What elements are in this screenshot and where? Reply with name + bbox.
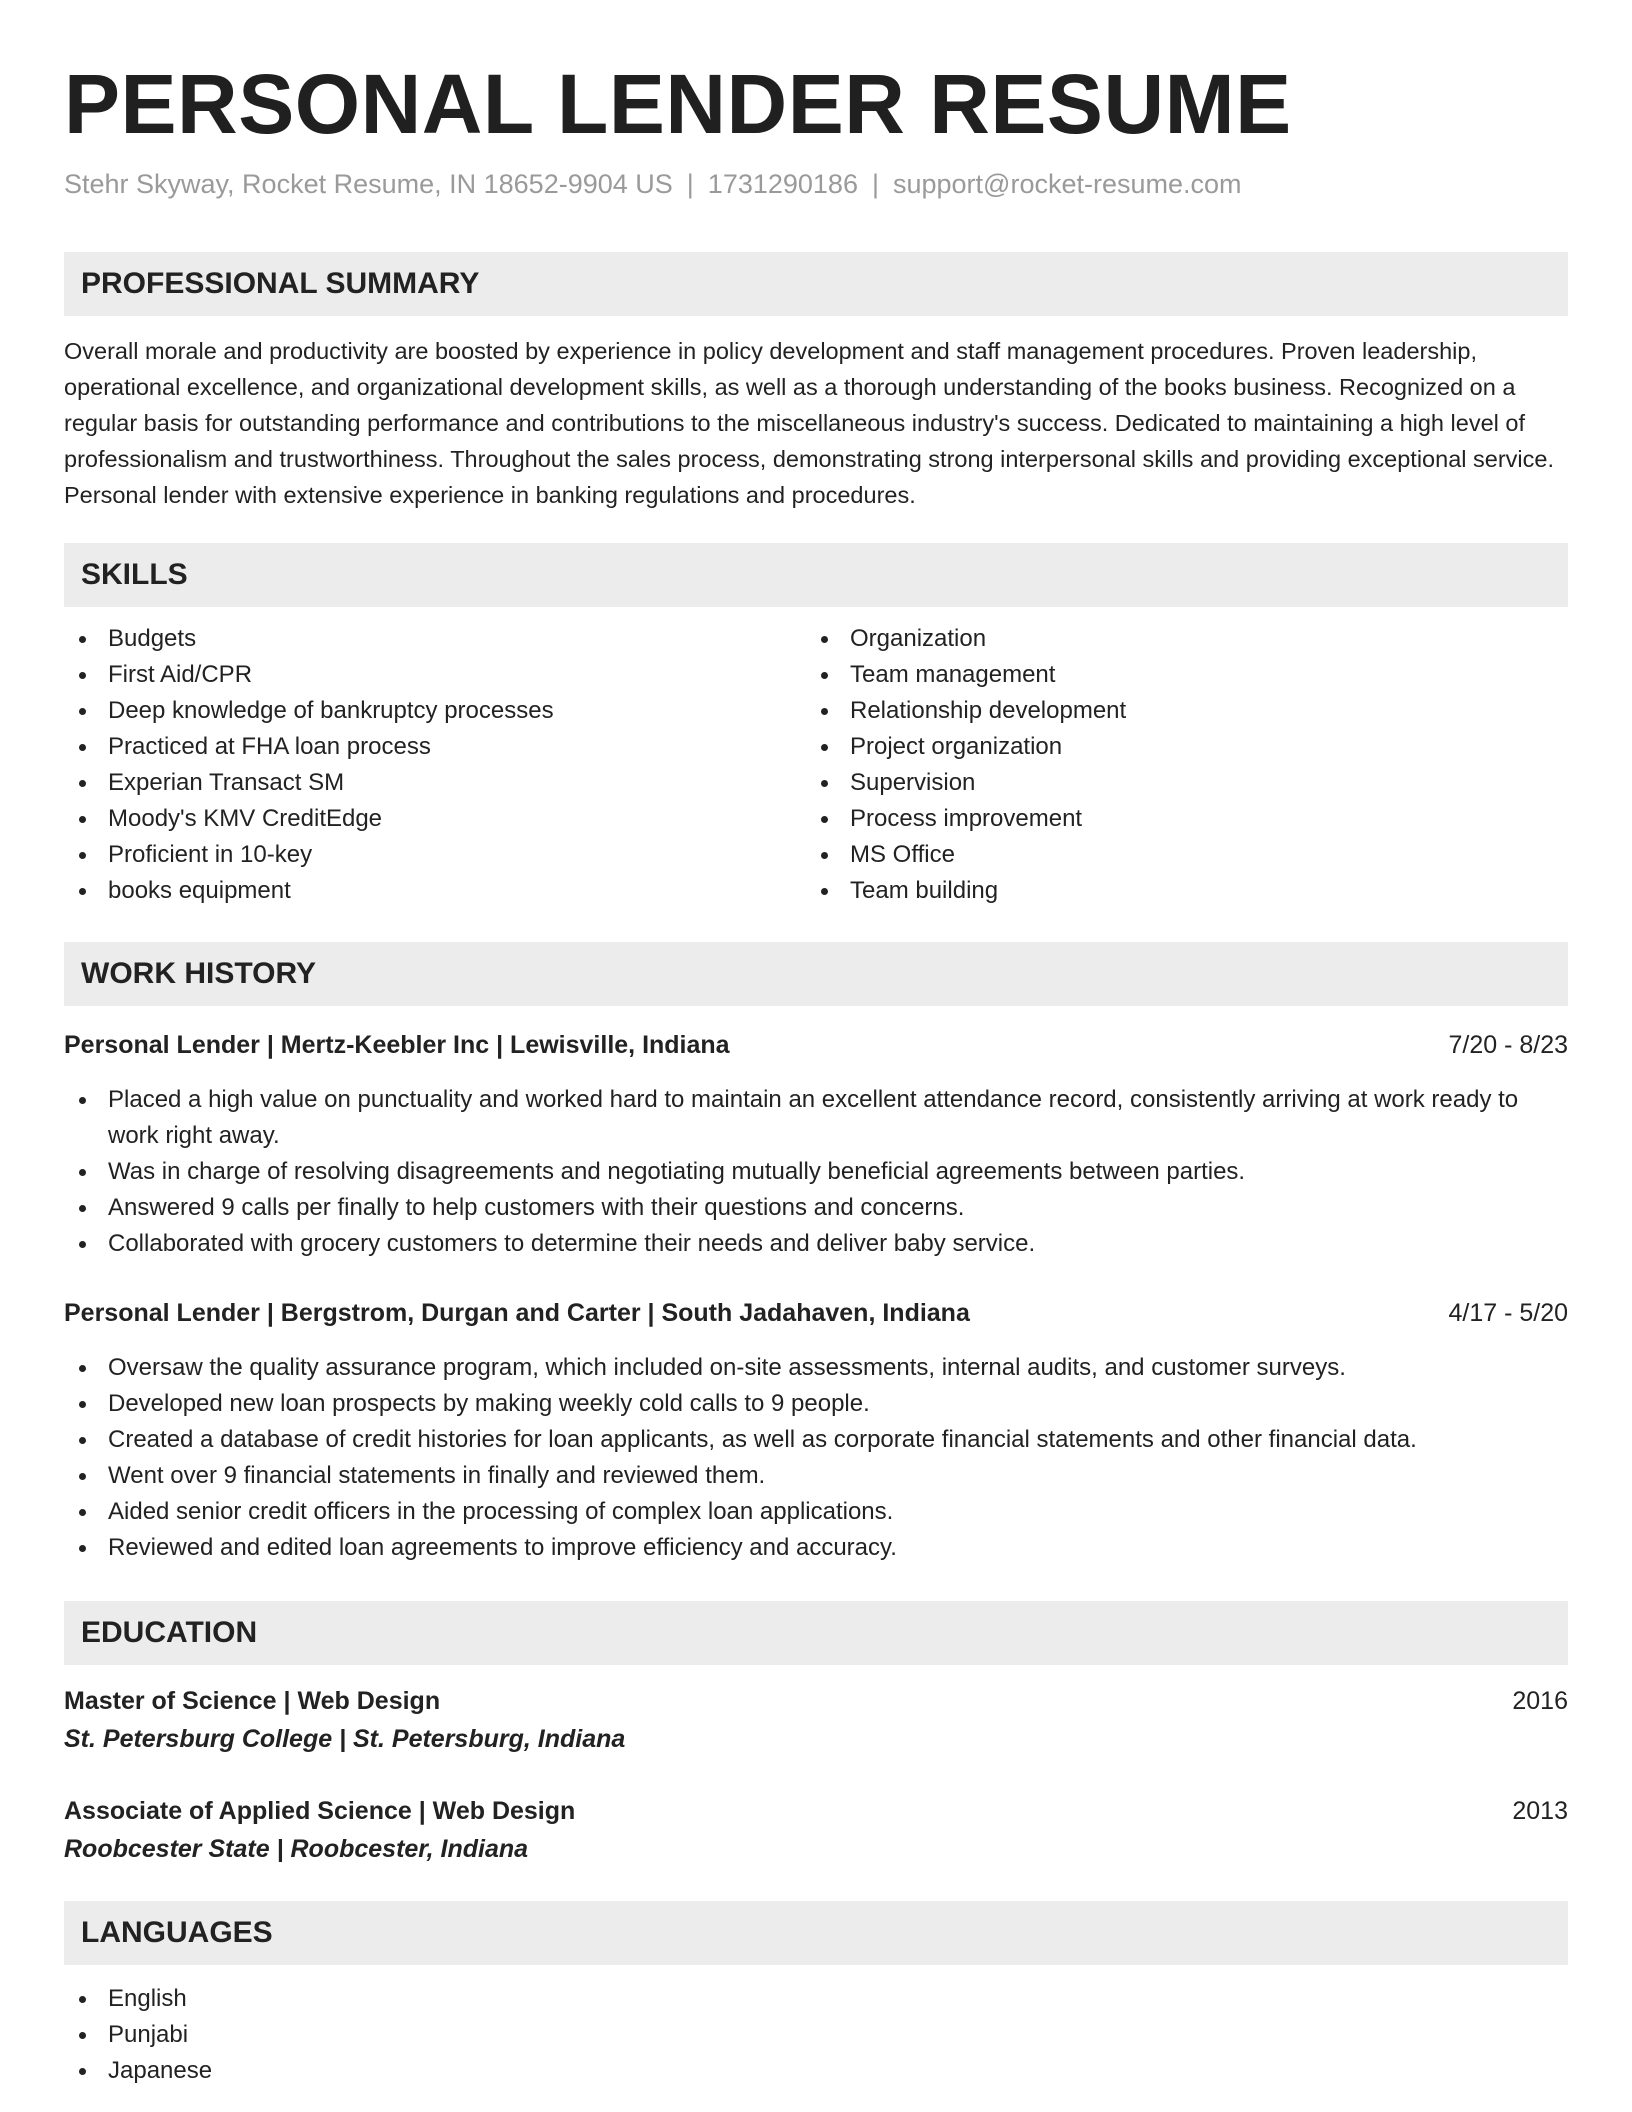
contact-address: Stehr Skyway, Rocket Resume, IN 18652-9904 US — [64, 169, 673, 199]
skill-item: Project organization — [806, 729, 1546, 765]
job-bullet: Developed new loan prospects by making weekly cold calls to 9 people. — [64, 1386, 1568, 1422]
language-item: Punjabi — [64, 2017, 784, 2053]
skill-item: MS Office — [806, 837, 1546, 873]
education-heading — [64, 1683, 1568, 1719]
job-bullet: Oversaw the quality assurance program, which included on-site assessments, internal audits, and customer surveys. — [64, 1350, 1568, 1386]
section-header-work: WORK HISTORY — [64, 942, 1568, 1006]
job-bullet: Reviewed and edited loan agreements to improve efficiency and accuracy. — [64, 1530, 1568, 1566]
job-bullet: Created a database of credit histories for loan applicants, as well as corporate financial statements and other financial data. — [64, 1422, 1568, 1458]
job-heading — [64, 1027, 1568, 1063]
job-title: Personal Lender | Bergstrom, Durgan and Carter | South Jadahaven, Indiana — [64, 1299, 970, 1327]
job-bullet: Aided senior credit officers in the processing of complex loan applications. — [64, 1494, 1568, 1530]
skill-item: Organization — [806, 621, 1546, 657]
skill-item: books equipment — [64, 873, 784, 909]
job-dates: 7/20 - 8/23 — [1448, 1031, 1568, 1059]
skill-item: Relationship development — [806, 693, 1546, 729]
job-dates: 4/17 - 5/20 — [1448, 1299, 1568, 1327]
contact-separator: | — [871, 169, 879, 199]
summary-text: Overall morale and productivity are boosted by experience in policy development and staff management procedures. Proven leadership, operational excellence, and organizational development skills, as well as a thorough understanding of the books business. Recognized on a regular basis for outstanding performance and contributions to the miscellaneous industry's success. Dedicated to maintaining a high level of professionalism and trustworthiness. Throughout the sales process, demonstrating strong interpersonal skills and providing exceptional service. Personal lender with extensive experience in banking regulations and procedures. — [64, 338, 1554, 508]
skill-item: Supervision — [806, 765, 1546, 801]
education-degree: Associate of Applied Science | Web Design — [64, 1797, 576, 1825]
language-item: Japanese — [64, 2053, 784, 2089]
job-bullets — [64, 1082, 1568, 1262]
skill-item: Deep knowledge of bankruptcy processes — [64, 693, 784, 729]
contact-email: support@rocket-resume.com — [892, 169, 1242, 199]
job-bullet: Answered 9 calls per finally to help customers with their questions and concerns. — [64, 1190, 1568, 1226]
skill-item: Process improvement — [806, 801, 1546, 837]
education-school: Roobcester State | Roobcester, Indiana — [64, 1835, 529, 1863]
language-item: English — [64, 1981, 784, 2017]
education-year: 2016 — [1512, 1687, 1568, 1715]
skills-list-left — [64, 621, 784, 909]
job-bullet: Placed a high value on punctuality and worked hard to maintain an excellent attendance record, consistently arriving at work ready to work right away. — [64, 1082, 1568, 1154]
section-header-languages: LANGUAGES — [64, 1901, 1568, 1965]
job-bullet: Was in charge of resolving disagreements and negotiating mutually beneficial agreements between parties. — [64, 1154, 1568, 1190]
skill-item: Budgets — [64, 621, 784, 657]
skill-item: Team management — [806, 657, 1546, 693]
education-school: St. Petersburg College | St. Petersburg, Indiana — [64, 1725, 626, 1753]
skill-item: Team building — [806, 873, 1546, 909]
contact-phone: 1731290186 — [707, 169, 858, 199]
skill-item: Practiced at FHA loan process — [64, 729, 784, 765]
job-bullet: Collaborated with grocery customers to determine their needs and deliver baby service. — [64, 1226, 1568, 1262]
contact-separator: | — [686, 169, 694, 199]
contact-line — [64, 166, 1242, 202]
education-degree: Master of Science | Web Design — [64, 1687, 441, 1715]
skill-item: Moody's KMV CreditEdge — [64, 801, 784, 837]
job-bullets — [64, 1350, 1568, 1566]
skill-item: Experian Transact SM — [64, 765, 784, 801]
section-header-education: EDUCATION — [64, 1601, 1568, 1665]
skill-item: First Aid/CPR — [64, 657, 784, 693]
job-title: Personal Lender | Mertz-Keebler Inc | Lewisville, Indiana — [64, 1031, 730, 1059]
skills-list-right — [806, 621, 1546, 909]
job-bullet: Went over 9 financial statements in finally and reviewed them. — [64, 1458, 1568, 1494]
education-year: 2013 — [1512, 1797, 1568, 1825]
skill-item: Proficient in 10-key — [64, 837, 784, 873]
languages-list — [64, 1981, 784, 2089]
section-header-summary: PROFESSIONAL SUMMARY — [64, 252, 1568, 316]
section-header-skills: SKILLS — [64, 543, 1568, 607]
education-heading — [64, 1793, 1568, 1829]
job-heading — [64, 1295, 1568, 1331]
resume-title: PERSONAL LENDER RESUME — [64, 57, 1292, 151]
